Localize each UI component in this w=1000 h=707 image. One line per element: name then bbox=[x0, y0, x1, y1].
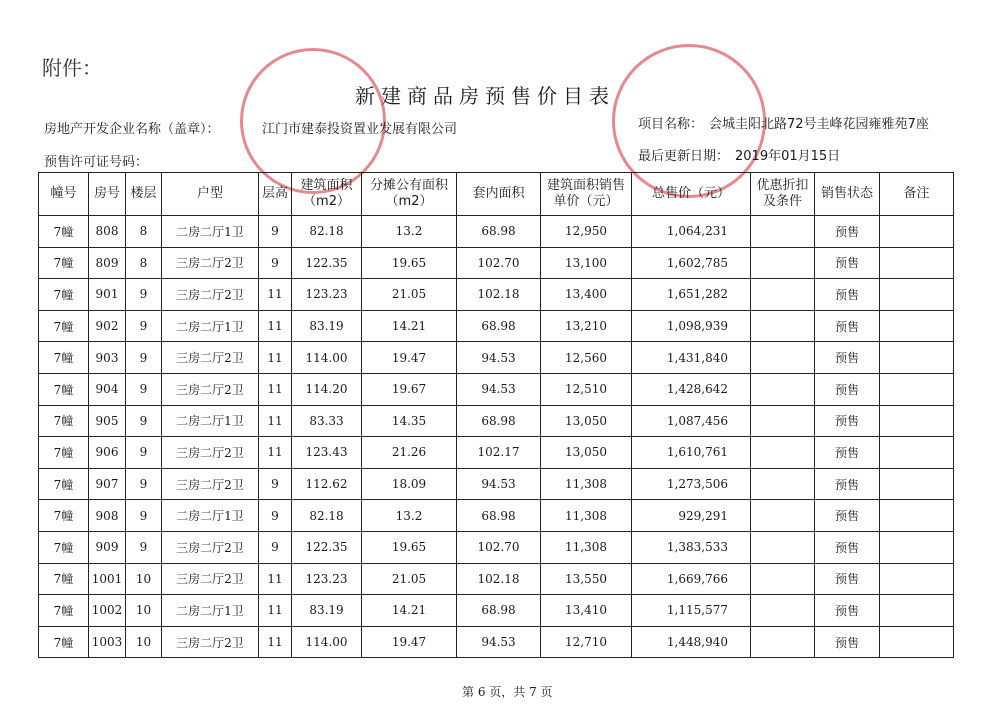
cell-remarks bbox=[880, 437, 954, 469]
cell-gross-area: 114.20 bbox=[292, 373, 362, 405]
cell-shared-area: 18.09 bbox=[362, 468, 457, 500]
cell-unit-price: 11,308 bbox=[541, 531, 632, 563]
cell-room: 809 bbox=[89, 247, 126, 279]
cell-layout: 三房二厅2卫 bbox=[162, 342, 259, 374]
cell-status: 预售 bbox=[815, 626, 880, 658]
cell-discount bbox=[751, 531, 815, 563]
cell-floor: 9 bbox=[126, 342, 162, 374]
cell-gross-area: 83.33 bbox=[292, 405, 362, 437]
cell-status: 预售 bbox=[815, 563, 880, 595]
cell-shared-area: 21.05 bbox=[362, 563, 457, 595]
cell-layout: 二房二厅1卫 bbox=[162, 216, 259, 248]
cell-unit-price: 13,050 bbox=[541, 405, 632, 437]
cell-shared-area: 19.67 bbox=[362, 373, 457, 405]
cell-total-price: 1,448,940 bbox=[632, 626, 751, 658]
cell-floor-height: 11 bbox=[259, 279, 292, 311]
cell-building: 7幢 bbox=[39, 405, 89, 437]
cell-status: 预售 bbox=[815, 595, 880, 627]
cell-shared-area: 13.2 bbox=[362, 216, 457, 248]
cell-building: 7幢 bbox=[39, 373, 89, 405]
cell-shared-area: 19.65 bbox=[362, 531, 457, 563]
cell-shared-area: 21.05 bbox=[362, 279, 457, 311]
table-row bbox=[39, 563, 954, 595]
cell-floor: 9 bbox=[126, 405, 162, 437]
cell-room: 1003 bbox=[89, 626, 126, 658]
cell-floor-height: 11 bbox=[259, 595, 292, 627]
cell-total-price: 1,115,577 bbox=[632, 595, 751, 627]
cell-floor: 9 bbox=[126, 279, 162, 311]
table-row bbox=[39, 595, 954, 627]
developer-label: 房地产开发企业名称（盖章）： bbox=[44, 122, 220, 137]
cell-discount bbox=[751, 595, 815, 627]
col-header-gross-area: 建筑面积（m2） bbox=[292, 173, 362, 216]
cell-status: 预售 bbox=[815, 437, 880, 469]
cell-building: 7幢 bbox=[39, 437, 89, 469]
cell-gross-area: 123.23 bbox=[292, 279, 362, 311]
cell-shared-area: 14.21 bbox=[362, 595, 457, 627]
cell-remarks bbox=[880, 626, 954, 658]
cell-floor-height: 11 bbox=[259, 342, 292, 374]
cell-status: 预售 bbox=[815, 342, 880, 374]
cell-remarks bbox=[880, 373, 954, 405]
cell-floor-height: 11 bbox=[259, 563, 292, 595]
cell-shared-area: 14.35 bbox=[362, 405, 457, 437]
annex-label: 附件： bbox=[42, 56, 102, 80]
cell-status: 预售 bbox=[815, 279, 880, 311]
cell-room: 906 bbox=[89, 437, 126, 469]
cell-floor-height: 9 bbox=[259, 468, 292, 500]
cell-unit-price: 12,510 bbox=[541, 373, 632, 405]
cell-shared-area: 13.2 bbox=[362, 500, 457, 532]
project-name: 会城圭阳北路72号圭峰花园雍雅苑7座 bbox=[709, 117, 929, 132]
cell-interior-area: 68.98 bbox=[457, 216, 541, 248]
cell-room: 909 bbox=[89, 531, 126, 563]
table-row bbox=[39, 342, 954, 374]
cell-layout: 三房二厅2卫 bbox=[162, 437, 259, 469]
cell-unit-price: 13,100 bbox=[541, 247, 632, 279]
cell-room: 907 bbox=[89, 468, 126, 500]
cell-status: 预售 bbox=[815, 405, 880, 437]
cell-discount bbox=[751, 247, 815, 279]
cell-building: 7幢 bbox=[39, 531, 89, 563]
cell-floor: 10 bbox=[126, 563, 162, 595]
cell-shared-area: 21.26 bbox=[362, 437, 457, 469]
cell-unit-price: 11,308 bbox=[541, 468, 632, 500]
cell-remarks bbox=[880, 310, 954, 342]
table-header-row bbox=[39, 173, 954, 216]
cell-room: 901 bbox=[89, 279, 126, 311]
cell-total-price: 1,098,939 bbox=[632, 310, 751, 342]
cell-interior-area: 68.98 bbox=[457, 405, 541, 437]
cell-floor-height: 11 bbox=[259, 373, 292, 405]
cell-total-price: 1,383,533 bbox=[632, 531, 751, 563]
cell-building: 7幢 bbox=[39, 310, 89, 342]
table-row bbox=[39, 500, 954, 532]
cell-unit-price: 13,410 bbox=[541, 595, 632, 627]
col-header-status: 销售状态 bbox=[815, 173, 880, 216]
cell-shared-area: 19.65 bbox=[362, 247, 457, 279]
cell-building: 7幢 bbox=[39, 247, 89, 279]
cell-remarks bbox=[880, 216, 954, 248]
cell-layout: 三房二厅2卫 bbox=[162, 247, 259, 279]
col-header-floor: 楼层 bbox=[126, 173, 162, 216]
cell-total-price: 929,291 bbox=[632, 500, 751, 532]
cell-layout: 二房二厅1卫 bbox=[162, 405, 259, 437]
cell-shared-area: 19.47 bbox=[362, 626, 457, 658]
table-row bbox=[39, 373, 954, 405]
cell-layout: 三房二厅2卫 bbox=[162, 373, 259, 405]
cell-discount bbox=[751, 373, 815, 405]
table-row bbox=[39, 247, 954, 279]
update-date: 2019年01月15日 bbox=[735, 149, 841, 164]
cell-layout: 二房二厅1卫 bbox=[162, 310, 259, 342]
cell-discount bbox=[751, 279, 815, 311]
cell-floor: 9 bbox=[126, 500, 162, 532]
page-footer: 第 6 页，共 7 页 bbox=[462, 685, 553, 699]
project-label: 项目名称： bbox=[638, 117, 704, 132]
cell-discount bbox=[751, 563, 815, 595]
price-table bbox=[38, 172, 954, 658]
cell-status: 预售 bbox=[815, 500, 880, 532]
cell-remarks bbox=[880, 342, 954, 374]
cell-remarks bbox=[880, 563, 954, 595]
cell-gross-area: 123.23 bbox=[292, 563, 362, 595]
cell-building: 7幢 bbox=[39, 468, 89, 500]
cell-interior-area: 94.53 bbox=[457, 373, 541, 405]
cell-gross-area: 83.19 bbox=[292, 310, 362, 342]
table-row bbox=[39, 405, 954, 437]
cell-gross-area: 122.35 bbox=[292, 247, 362, 279]
table-row bbox=[39, 437, 954, 469]
cell-status: 预售 bbox=[815, 468, 880, 500]
cell-total-price: 1,610,761 bbox=[632, 437, 751, 469]
cell-interior-area: 102.18 bbox=[457, 563, 541, 595]
cell-floor: 10 bbox=[126, 626, 162, 658]
cell-discount bbox=[751, 626, 815, 658]
developer-name: 江门市建泰投资置业发展有限公司 bbox=[262, 122, 458, 137]
cell-floor-height: 11 bbox=[259, 437, 292, 469]
cell-interior-area: 68.98 bbox=[457, 500, 541, 532]
cell-building: 7幢 bbox=[39, 595, 89, 627]
cell-interior-area: 102.17 bbox=[457, 437, 541, 469]
cell-total-price: 1,669,766 bbox=[632, 563, 751, 595]
cell-layout: 三房二厅2卫 bbox=[162, 531, 259, 563]
permit-label: 预售许可证号码： bbox=[44, 155, 149, 170]
cell-room: 908 bbox=[89, 500, 126, 532]
cell-remarks bbox=[880, 531, 954, 563]
cell-building: 7幢 bbox=[39, 216, 89, 248]
cell-unit-price: 13,550 bbox=[541, 563, 632, 595]
table-row bbox=[39, 531, 954, 563]
cell-total-price: 1,273,506 bbox=[632, 468, 751, 500]
cell-discount bbox=[751, 500, 815, 532]
cell-interior-area: 94.53 bbox=[457, 626, 541, 658]
cell-building: 7幢 bbox=[39, 500, 89, 532]
col-header-unit-price: 建筑面积销售单价（元） bbox=[541, 173, 632, 216]
cell-layout: 三房二厅2卫 bbox=[162, 279, 259, 311]
cell-status: 预售 bbox=[815, 531, 880, 563]
col-header-room: 房号 bbox=[89, 173, 126, 216]
cell-floor: 9 bbox=[126, 373, 162, 405]
cell-status: 预售 bbox=[815, 373, 880, 405]
cell-floor-height: 11 bbox=[259, 626, 292, 658]
cell-remarks bbox=[880, 595, 954, 627]
cell-interior-area: 102.18 bbox=[457, 279, 541, 311]
cell-unit-price: 13,050 bbox=[541, 437, 632, 469]
cell-layout: 三房二厅2卫 bbox=[162, 468, 259, 500]
cell-gross-area: 114.00 bbox=[292, 342, 362, 374]
table-row bbox=[39, 626, 954, 658]
cell-discount bbox=[751, 405, 815, 437]
cell-gross-area: 83.19 bbox=[292, 595, 362, 627]
cell-floor: 9 bbox=[126, 531, 162, 563]
cell-total-price: 1,428,642 bbox=[632, 373, 751, 405]
cell-room: 808 bbox=[89, 216, 126, 248]
table-row bbox=[39, 279, 954, 311]
col-header-building: 幢号 bbox=[39, 173, 89, 216]
cell-total-price: 1,087,456 bbox=[632, 405, 751, 437]
cell-room: 1001 bbox=[89, 563, 126, 595]
cell-interior-area: 68.98 bbox=[457, 310, 541, 342]
cell-floor-height: 9 bbox=[259, 500, 292, 532]
table-row bbox=[39, 468, 954, 500]
cell-status: 预售 bbox=[815, 247, 880, 279]
table-row bbox=[39, 216, 954, 248]
cell-floor: 10 bbox=[126, 595, 162, 627]
cell-unit-price: 12,950 bbox=[541, 216, 632, 248]
cell-total-price: 1,431,840 bbox=[632, 342, 751, 374]
cell-shared-area: 14.21 bbox=[362, 310, 457, 342]
cell-gross-area: 112.62 bbox=[292, 468, 362, 500]
cell-floor: 9 bbox=[126, 437, 162, 469]
cell-discount bbox=[751, 437, 815, 469]
cell-gross-area: 114.00 bbox=[292, 626, 362, 658]
cell-remarks bbox=[880, 405, 954, 437]
cell-interior-area: 94.53 bbox=[457, 468, 541, 500]
cell-floor: 9 bbox=[126, 468, 162, 500]
cell-unit-price: 12,710 bbox=[541, 626, 632, 658]
document-title: 新建商品房预售价目表 bbox=[355, 84, 615, 108]
cell-floor-height: 11 bbox=[259, 405, 292, 437]
cell-layout: 二房二厅1卫 bbox=[162, 595, 259, 627]
cell-status: 预售 bbox=[815, 310, 880, 342]
cell-shared-area: 19.47 bbox=[362, 342, 457, 374]
cell-discount bbox=[751, 468, 815, 500]
col-header-total-price: 总售价（元） bbox=[632, 173, 751, 216]
cell-gross-area: 123.43 bbox=[292, 437, 362, 469]
cell-building: 7幢 bbox=[39, 342, 89, 374]
cell-unit-price: 12,560 bbox=[541, 342, 632, 374]
cell-room: 1002 bbox=[89, 595, 126, 627]
cell-remarks bbox=[880, 468, 954, 500]
cell-gross-area: 122.35 bbox=[292, 531, 362, 563]
table-row bbox=[39, 310, 954, 342]
cell-floor-height: 9 bbox=[259, 216, 292, 248]
cell-room: 902 bbox=[89, 310, 126, 342]
cell-floor-height: 11 bbox=[259, 310, 292, 342]
col-header-interior-area: 套内面积 bbox=[457, 173, 541, 216]
cell-unit-price: 13,210 bbox=[541, 310, 632, 342]
cell-remarks bbox=[880, 247, 954, 279]
cell-room: 905 bbox=[89, 405, 126, 437]
cell-discount bbox=[751, 310, 815, 342]
cell-gross-area: 82.18 bbox=[292, 500, 362, 532]
cell-layout: 二房二厅1卫 bbox=[162, 500, 259, 532]
cell-floor-height: 9 bbox=[259, 531, 292, 563]
cell-gross-area: 82.18 bbox=[292, 216, 362, 248]
cell-building: 7幢 bbox=[39, 279, 89, 311]
cell-unit-price: 13,400 bbox=[541, 279, 632, 311]
cell-room: 904 bbox=[89, 373, 126, 405]
cell-remarks bbox=[880, 500, 954, 532]
col-header-layout: 户型 bbox=[162, 173, 259, 216]
cell-layout: 三房二厅2卫 bbox=[162, 563, 259, 595]
update-label: 最后更新日期： bbox=[638, 149, 730, 164]
cell-discount bbox=[751, 216, 815, 248]
cell-interior-area: 102.70 bbox=[457, 531, 541, 563]
col-header-remarks: 备注 bbox=[880, 173, 954, 216]
cell-building: 7幢 bbox=[39, 626, 89, 658]
cell-layout: 三房二厅2卫 bbox=[162, 626, 259, 658]
cell-unit-price: 11,308 bbox=[541, 500, 632, 532]
cell-interior-area: 102.70 bbox=[457, 247, 541, 279]
col-header-shared-area: 分摊公有面积（m2） bbox=[362, 173, 457, 216]
cell-floor-height: 9 bbox=[259, 247, 292, 279]
cell-floor: 8 bbox=[126, 247, 162, 279]
col-header-discount: 优惠折扣及条件 bbox=[751, 173, 815, 216]
cell-floor: 8 bbox=[126, 216, 162, 248]
cell-discount bbox=[751, 342, 815, 374]
col-header-floor-height: 层高 bbox=[259, 173, 292, 216]
cell-building: 7幢 bbox=[39, 563, 89, 595]
cell-total-price: 1,064,231 bbox=[632, 216, 751, 248]
cell-interior-area: 94.53 bbox=[457, 342, 541, 374]
cell-room: 903 bbox=[89, 342, 126, 374]
cell-total-price: 1,651,282 bbox=[632, 279, 751, 311]
cell-interior-area: 68.98 bbox=[457, 595, 541, 627]
cell-status: 预售 bbox=[815, 216, 880, 248]
cell-remarks bbox=[880, 279, 954, 311]
cell-total-price: 1,602,785 bbox=[632, 247, 751, 279]
cell-floor: 9 bbox=[126, 310, 162, 342]
